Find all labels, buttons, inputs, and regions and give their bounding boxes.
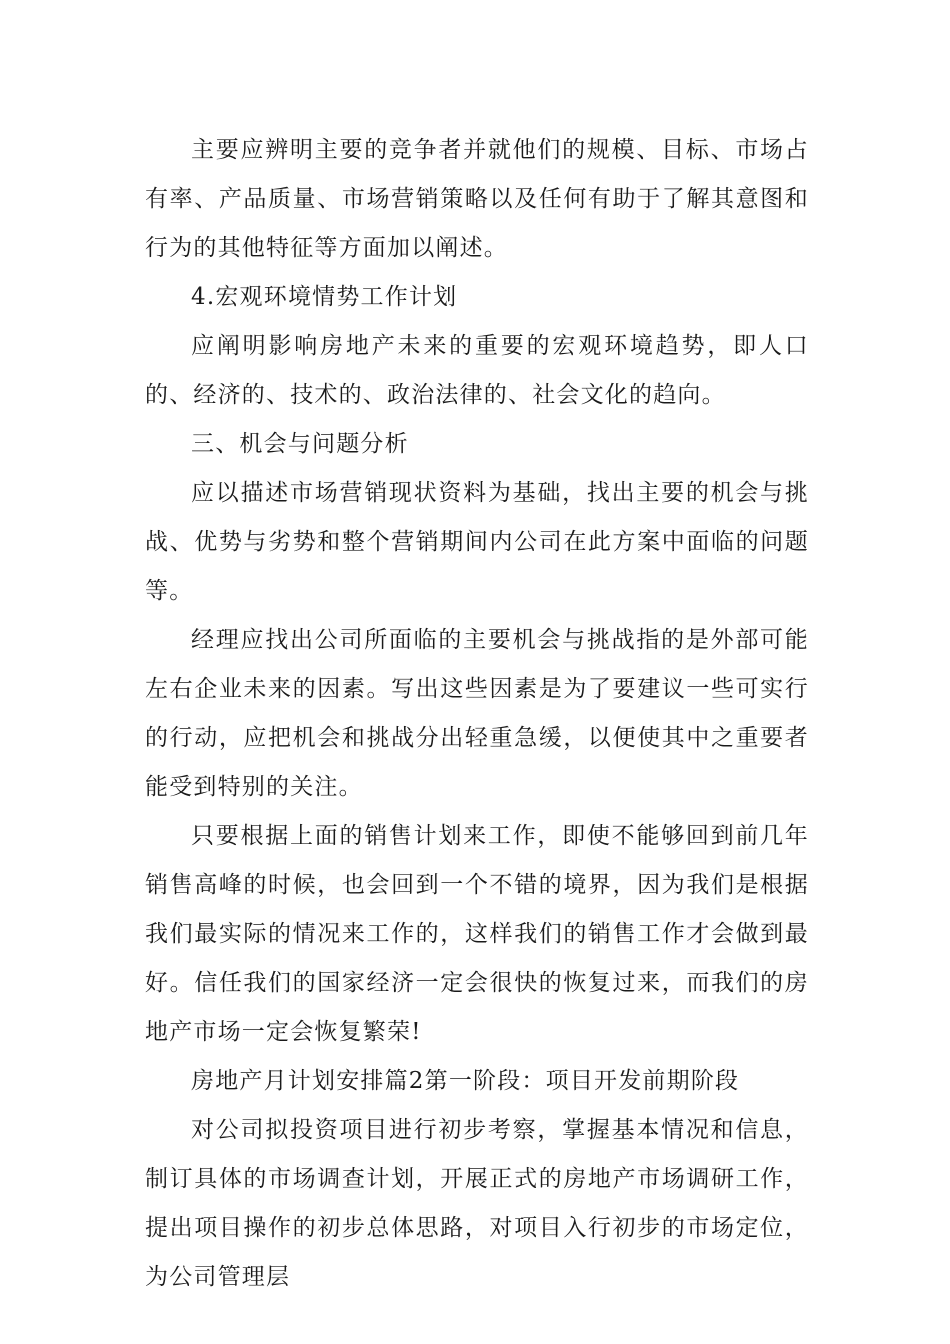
paragraph-sales-plan: 只要根据上面的销售计划来工作，即使不能够回到前几年销售高峰的时候，也会回到一个不错的境界，因为我们是根据我们最实际的情况来工作的，这样我们的销售工作才会做到最好。信任我们的国家经济一定会很快的恢复过来，而我们的房地产市场一定会恢复繁荣! xyxy=(145,823,809,1045)
paragraph-manager-opportunities: 经理应找出公司所面临的主要机会与挑战指的是外部可能左右企业未来的因素。写出这些因素是为了要建议一些可实行的行动，应把机会和挑战分出轻重急缓，以便使其中之重要者能受到特别的关注。 xyxy=(145,627,809,800)
paragraph-competitors: 主要应辨明主要的竞争者并就他们的规模、目标、市场占有率、产品质量、市场营销策略以及任何有助于了解其意图和行为的其他特征等方面加以阐述。 xyxy=(145,137,809,261)
paragraph-opportunity-basis: 应以描述市场营销现状资料为基础，找出主要的机会与挑战、优势与劣势和整个营销期间内公司在此方案中面临的问题等。 xyxy=(145,480,809,604)
paragraph-project-investigation: 对公司拟投资项目进行初步考察，掌握基本情况和信息，制订具体的市场调查计划，开展正式的房地产市场调研工作，提出项目操作的初步总体思路，对项目入行初步的市场定位，为公司管理层 xyxy=(145,1117,809,1290)
heading-opportunity-analysis: 三、机会与问题分析 xyxy=(191,431,409,457)
document-body xyxy=(145,126,809,1302)
heading-macro-environment: 4.宏观环境情势工作计划 xyxy=(191,284,458,310)
heading-plan-part-2: 房地产月计划安排篇2第一阶段：项目开发前期阶段 xyxy=(191,1068,740,1094)
paragraph-macro-environment: 应阐明影响房地产未来的重要的宏观环境趋势，即人口的、经济的、技术的、政治法律的、社会文化的趋向。 xyxy=(145,333,809,408)
